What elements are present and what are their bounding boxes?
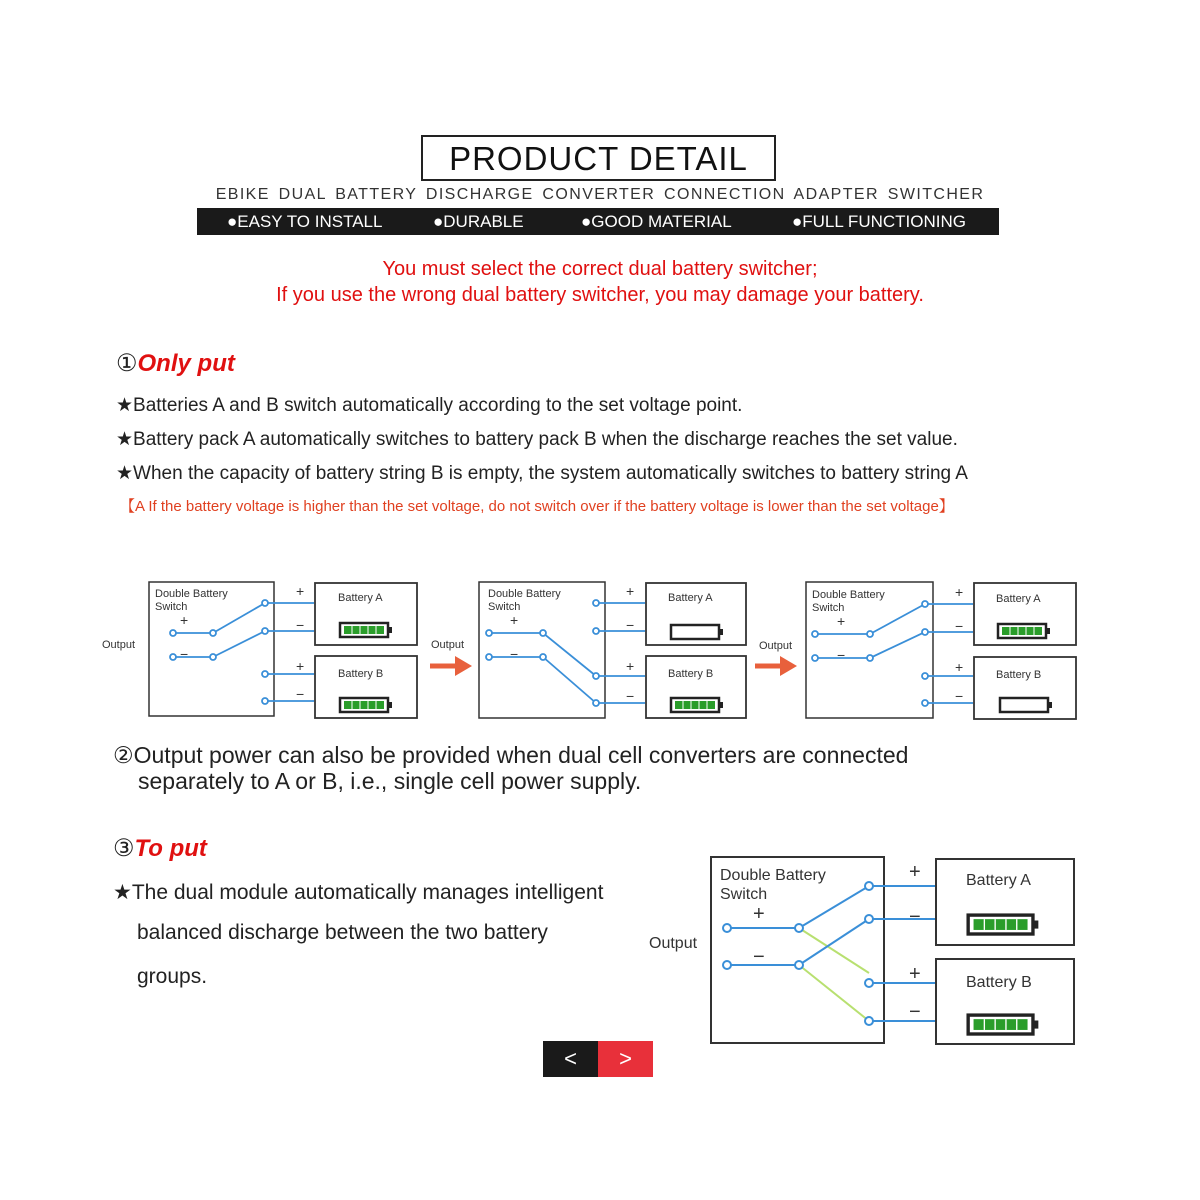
plus-sign: + bbox=[180, 612, 189, 628]
battery-empty-icon bbox=[1000, 698, 1052, 712]
minus-sign: − bbox=[626, 617, 635, 633]
battery-b-label: Battery B bbox=[338, 668, 384, 680]
output-label: Output bbox=[759, 640, 793, 652]
plus-sign: + bbox=[626, 583, 635, 599]
plus-sign: + bbox=[909, 861, 921, 883]
feature-durable: ●DURABLE bbox=[433, 212, 524, 231]
minus-sign: − bbox=[296, 617, 305, 633]
battery-full-icon bbox=[998, 624, 1050, 638]
section1-heading bbox=[116, 349, 235, 378]
section2-line-2: separately to A or B, i.e., single cell power supply. bbox=[138, 768, 642, 794]
battery-full-icon bbox=[340, 698, 392, 712]
minus-sign: − bbox=[909, 906, 921, 928]
section1-note: 【A If the battery voltage is higher than the set voltage, do not switch over if the battery voltage is lower than the set voltage】 bbox=[120, 498, 954, 515]
battery-full-icon bbox=[340, 623, 392, 637]
arrow-icon bbox=[755, 656, 797, 676]
section3-title: To put bbox=[134, 835, 207, 862]
battery-a-label: Battery A bbox=[338, 592, 383, 604]
warning-line-2: If you use the wrong dual battery switcher, you may damage your battery. bbox=[276, 284, 924, 306]
balanced-discharge-diagram bbox=[640, 850, 1090, 1050]
section3-line-3: groups. bbox=[137, 965, 208, 988]
section1-title: Only put bbox=[137, 350, 235, 377]
diagram-stage-2 bbox=[479, 582, 746, 718]
diagram-stage-1 bbox=[102, 582, 417, 718]
minus-sign: − bbox=[753, 946, 765, 968]
feature-full-functioning: ●FULL FUNCTIONING bbox=[792, 212, 966, 231]
battery-full-icon bbox=[968, 915, 1038, 934]
battery-full-icon bbox=[671, 698, 723, 712]
plus-sign: + bbox=[909, 963, 921, 985]
diagram-stage-3 bbox=[806, 582, 1076, 719]
section1-bullet-1: ★Batteries A and B switch automatically according to the set voltage point. bbox=[116, 395, 743, 416]
plus-sign: + bbox=[753, 903, 765, 925]
minus-sign: − bbox=[955, 618, 964, 634]
plus-sign: + bbox=[837, 613, 846, 629]
minus-sign: − bbox=[626, 688, 635, 704]
section3-line-1: ★The dual module automatically manages intelligent bbox=[113, 881, 604, 904]
plus-sign: + bbox=[955, 659, 964, 675]
battery-empty-icon bbox=[671, 625, 723, 639]
switching-diagram bbox=[0, 570, 1200, 730]
battery-a-label: Battery A bbox=[668, 592, 713, 604]
battery-a-label: Battery A bbox=[996, 593, 1041, 605]
switch-label-2: Switch bbox=[155, 601, 188, 613]
switch-label-2: Switch bbox=[488, 601, 521, 613]
arrow-icon bbox=[430, 656, 472, 676]
feature-bar bbox=[197, 208, 999, 235]
output-label: Output bbox=[431, 639, 465, 651]
section2-line-1 bbox=[113, 742, 908, 769]
switch-label-2: Switch bbox=[720, 886, 768, 903]
switch-label-1: Double Battery bbox=[720, 867, 826, 884]
battery-a-label: Battery A bbox=[966, 872, 1031, 889]
minus-sign: − bbox=[909, 1001, 921, 1023]
section1-bullet-3: ★When the capacity of battery string B is empty, the system automatically switches to battery string A bbox=[116, 463, 968, 484]
prev-button[interactable]: < bbox=[543, 1041, 598, 1077]
section1-number: ① bbox=[116, 350, 138, 377]
feature-good-material: ●GOOD MATERIAL bbox=[581, 212, 732, 231]
page-title: PRODUCT DETAIL bbox=[421, 135, 776, 181]
next-button[interactable]: > bbox=[598, 1041, 653, 1077]
plus-sign: + bbox=[626, 658, 635, 674]
minus-sign: − bbox=[510, 646, 519, 662]
section3-line-2: balanced discharge between the two battery bbox=[137, 921, 548, 944]
minus-sign: − bbox=[296, 686, 305, 702]
section2-text-1: Output power can also be provided when dual cell converters are connected bbox=[133, 742, 909, 768]
section3-heading bbox=[113, 834, 207, 863]
switch-label-2: Switch bbox=[812, 602, 845, 614]
minus-sign: − bbox=[180, 646, 189, 662]
switch-label-1: Double Battery bbox=[812, 589, 885, 601]
plus-sign: + bbox=[510, 612, 519, 628]
section3-number: ③ bbox=[113, 835, 135, 862]
output-label: Output bbox=[102, 639, 136, 651]
minus-sign: − bbox=[837, 647, 846, 663]
battery-b-label: Battery B bbox=[996, 669, 1042, 681]
switch-label-1: Double Battery bbox=[488, 588, 561, 600]
battery-full-icon bbox=[968, 1015, 1038, 1034]
section2-number: ② bbox=[113, 742, 134, 768]
battery-b-label: Battery B bbox=[668, 668, 714, 680]
battery-b-label: Battery B bbox=[966, 974, 1032, 991]
minus-sign: − bbox=[955, 688, 964, 704]
plus-sign: + bbox=[296, 658, 305, 674]
plus-sign: + bbox=[296, 583, 305, 599]
warning-line-1: You must select the correct dual battery switcher; bbox=[382, 258, 818, 280]
feature-easy-install: ●EASY TO INSTALL bbox=[227, 212, 383, 231]
plus-sign: + bbox=[955, 584, 964, 600]
output-label: Output bbox=[649, 935, 698, 952]
product-subtitle: EBIKE DUAL BATTERY DISCHARGE CONVERTER CONNECTION ADAPTER SWITCHER bbox=[215, 186, 985, 203]
switch-label-1: Double Battery bbox=[155, 588, 228, 600]
section1-bullet-2: ★Battery pack A automatically switches to battery pack B when the discharge reaches the set value. bbox=[116, 429, 958, 450]
